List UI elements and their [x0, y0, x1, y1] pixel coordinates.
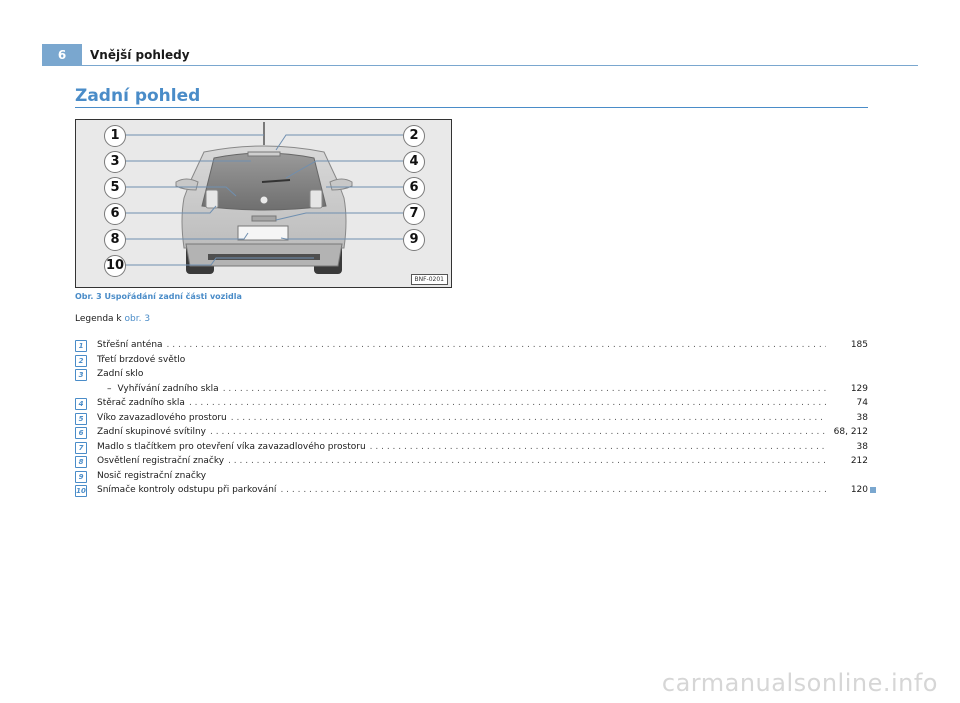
item-label: Střešní anténa: [97, 340, 163, 350]
item-number-badge: 7: [75, 442, 87, 454]
legend-list: [75, 338, 868, 498]
item-label: Osvětlení registrační značky: [97, 456, 225, 466]
item-label: Třetí brzdové světlo: [97, 354, 186, 365]
leader-dots: [370, 440, 826, 455]
callout-6-left: 6: [104, 203, 126, 225]
leader-dots: [189, 396, 826, 411]
item-number-badge: 1: [75, 340, 87, 352]
item-label: Víko zavazadlového prostoru: [97, 412, 227, 423]
callout-4: 4: [403, 151, 425, 173]
callout-6-right: 6: [403, 177, 425, 199]
header-divider: [42, 65, 918, 66]
page-reference[interactable]: 38: [856, 412, 868, 423]
leader-dots: [167, 338, 826, 353]
page-reference[interactable]: 68, 212: [833, 427, 868, 437]
list-item: [75, 367, 868, 382]
page-reference[interactable]: 185: [850, 340, 868, 350]
list-item: [75, 440, 868, 455]
item-label: Nosič registrační značky: [97, 470, 207, 481]
section-title: Zadní pohled: [75, 86, 201, 106]
leader-dots: [223, 382, 826, 397]
list-item: [75, 338, 868, 353]
rear-view-figure: [75, 119, 452, 288]
item-number-badge: 6: [75, 427, 87, 439]
page-number: 6: [42, 44, 82, 66]
page-reference[interactable]: 74: [856, 398, 868, 408]
list-item: [75, 454, 868, 469]
leader-dots: [231, 411, 826, 426]
item-number-badge: 4: [75, 398, 87, 410]
section-end-marker: [870, 487, 876, 493]
page-reference[interactable]: 212: [850, 456, 868, 466]
list-item: [75, 396, 868, 411]
item-number-badge: 8: [75, 456, 87, 468]
page-header: [42, 44, 918, 66]
item-number-badge: 9: [75, 471, 87, 483]
leader-dots: [280, 483, 826, 498]
callout-9: 9: [403, 229, 425, 251]
item-number-badge: 5: [75, 413, 87, 425]
callout-10: 10: [104, 255, 126, 277]
item-label: Snímače kontroly odstupu při parkování: [97, 485, 277, 495]
item-label: Stěrač zadního skla: [97, 398, 185, 408]
list-subitem: [75, 382, 868, 397]
figure-caption: Obr. 3 Uspořádání zadní části vozidla: [75, 292, 242, 301]
leader-dots: [210, 425, 826, 440]
item-label: Vyhřívání zadního skla: [117, 383, 219, 394]
legend-intro-text: Legenda k: [75, 314, 125, 324]
list-item: [75, 469, 868, 484]
figure-reference-link[interactable]: obr. 3: [124, 314, 151, 324]
page-reference[interactable]: 129: [850, 383, 868, 394]
leader-dots: [228, 454, 826, 469]
list-item: [75, 425, 868, 440]
item-label: Zadní skupinové svítilny: [97, 427, 207, 437]
callout-5: 5: [104, 177, 126, 199]
watermark: carmanualsonline.info: [661, 669, 938, 697]
dash-marker: –: [107, 383, 112, 394]
page-reference[interactable]: 120: [850, 485, 868, 495]
legend-intro: [75, 314, 150, 324]
callout-2: 2: [403, 125, 425, 147]
list-item: [75, 483, 868, 498]
list-item: [75, 411, 868, 426]
item-number-badge: 2: [75, 355, 87, 367]
callout-8: 8: [104, 229, 126, 251]
list-item: [75, 353, 868, 368]
item-number-badge: 10: [76, 487, 86, 495]
chapter-title: Vnější pohledy: [90, 48, 190, 62]
figure-code: BNF-0201: [411, 274, 449, 285]
item-label: Madlo s tlačítkem pro otevření víka zavazadlového prostoru: [97, 441, 366, 452]
item-label: Zadní sklo: [97, 369, 144, 379]
car-rear-illustration: [76, 120, 451, 287]
callout-1: 1: [104, 125, 126, 147]
item-number-badge: 3: [75, 369, 87, 381]
callout-3: 3: [104, 151, 126, 173]
callout-7: 7: [403, 203, 425, 225]
title-divider: [75, 107, 868, 108]
page-reference[interactable]: 38: [856, 441, 868, 452]
